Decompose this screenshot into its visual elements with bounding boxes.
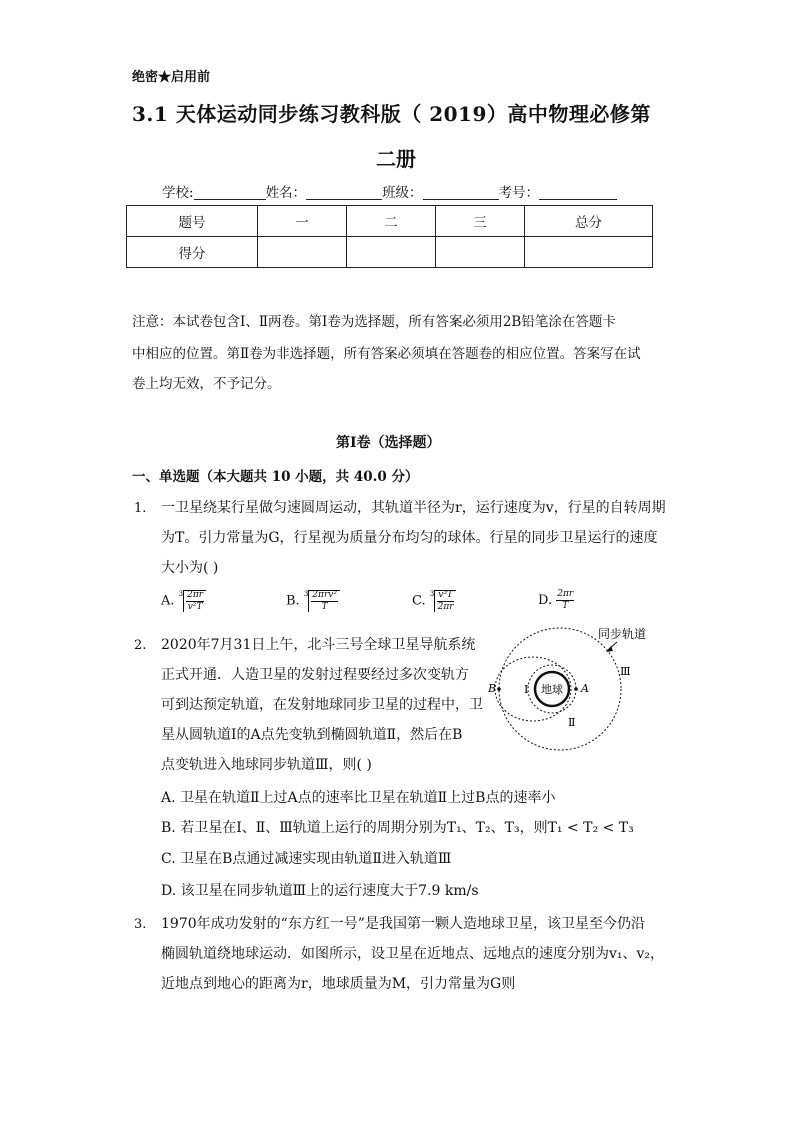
fraction-denominator: T bbox=[562, 601, 569, 611]
question-text: 大小为( ) bbox=[161, 560, 219, 576]
score-cell[interactable] bbox=[525, 237, 653, 268]
notice-line: 注意：本试卷包含Ⅰ、Ⅱ两卷。第Ⅰ卷为选择题，所有答案必须用2B铅笔涂在答题卡 bbox=[132, 314, 616, 330]
option-b[interactable]: B. 若卫星在Ⅰ、Ⅱ、Ⅲ轨道上运行的周期分别为T₁、T₂、T₃，则T₁ < T₂ < T₃ bbox=[161, 820, 634, 836]
fraction-denominator: T bbox=[321, 602, 328, 612]
question-number: 1. bbox=[134, 501, 147, 516]
point-b-dot bbox=[497, 687, 501, 691]
question-text: 星从圆轨道Ⅰ的A点先变轨到椭圆轨道Ⅱ，然后在B bbox=[161, 727, 463, 743]
fraction-denominator: v²T bbox=[187, 602, 203, 612]
table-cell: 题号 bbox=[127, 206, 258, 237]
option-c[interactable]: C. 卫星在B点通过减速实现由轨道Ⅱ进入轨道Ⅲ bbox=[161, 851, 452, 867]
fraction-numerator: 2πr bbox=[557, 589, 574, 599]
score-cell[interactable] bbox=[436, 237, 525, 268]
notice-line: 卷上均无效，不予记分。 bbox=[132, 376, 281, 392]
orbit-diagram bbox=[480, 620, 660, 760]
volume-title: 第Ⅰ卷（选择题） bbox=[336, 435, 441, 451]
sync-orbit-label: 同步轨道 bbox=[598, 627, 647, 641]
student-info-line bbox=[162, 181, 617, 201]
fraction-numerator: 2πr bbox=[187, 590, 204, 600]
radical bbox=[183, 590, 206, 612]
option-label: D. bbox=[538, 593, 553, 608]
option-a[interactable] bbox=[161, 590, 206, 612]
table-cell: 总分 bbox=[525, 206, 653, 237]
question-number: 3. bbox=[134, 917, 147, 932]
class-blank[interactable] bbox=[423, 185, 499, 200]
question-number: 2. bbox=[134, 638, 147, 653]
point-a-dot bbox=[574, 687, 578, 691]
page-title: 3.1 天体运动同步练习教科版（ 2019）高中物理必修第 bbox=[132, 102, 651, 126]
radical bbox=[434, 590, 456, 612]
orbit-1-label: Ⅰ bbox=[524, 683, 529, 696]
question-text: 椭圆轨道绕地球运动．如图所示，设卫星在近地点、远地点的速度分别为v₁、v₂， bbox=[161, 946, 665, 962]
table-cell: 三 bbox=[436, 206, 525, 237]
name-blank[interactable] bbox=[306, 185, 382, 200]
point-b-label: B bbox=[488, 682, 497, 695]
option-c[interactable] bbox=[412, 590, 456, 612]
table-cell: 得分 bbox=[127, 237, 258, 268]
id-label: 考号： bbox=[498, 185, 540, 201]
table-row bbox=[127, 206, 653, 237]
page-title-line2: 二册 bbox=[376, 147, 416, 171]
fraction-denominator: 2πr bbox=[437, 602, 454, 612]
radical bbox=[308, 590, 340, 612]
point-a-label: A bbox=[581, 682, 589, 695]
class-label: 班级： bbox=[382, 185, 423, 201]
fraction-numerator: v³T bbox=[438, 590, 453, 600]
option-a[interactable]: A. 卫星在轨道Ⅱ上过A点的速率比卫星在轨道Ⅱ上过B点的速率小 bbox=[161, 790, 556, 806]
school-blank[interactable] bbox=[194, 185, 266, 200]
question-text: 正式开通．人造卫星的发射过程要经过多次变轨方 bbox=[161, 667, 469, 683]
earth-label: 地球 bbox=[541, 683, 563, 696]
score-cell[interactable] bbox=[258, 237, 347, 268]
option-b[interactable] bbox=[286, 590, 340, 612]
option-d[interactable] bbox=[538, 590, 574, 611]
root-index: 3 bbox=[303, 590, 309, 598]
question-text: 为T。引力常量为G，行星视为质量分布均匀的球体。行星的同步卫星运行的速度 bbox=[161, 530, 658, 546]
score-table bbox=[126, 205, 653, 268]
question-text: 2020年7月31日上午，北斗三号全球卫星导航系统 bbox=[161, 637, 476, 653]
question-text: 一卫星绕某行星做匀速圆周运动，其轨道半径为r，运行速度为v，行星的自转周期 bbox=[161, 500, 666, 516]
table-cell: 二 bbox=[347, 206, 436, 237]
option-label: B. bbox=[286, 593, 300, 609]
option-label: A. bbox=[161, 593, 175, 609]
root-index: 3 bbox=[429, 590, 435, 598]
question-text: 点变轨进入地球同步轨道Ⅲ，则( ) bbox=[161, 757, 372, 773]
option-label: C. bbox=[412, 593, 426, 609]
question-text: 1970年成功发射的“东方红一号”是我国第一颗人造地球卫星，该卫星至今仍沿 bbox=[161, 916, 645, 932]
score-cell[interactable] bbox=[347, 237, 436, 268]
table-row bbox=[127, 237, 653, 268]
orbit-3-label: Ⅲ bbox=[620, 665, 631, 678]
confidential-mark: 绝密★启用前 bbox=[132, 70, 211, 85]
school-label: 学校: bbox=[162, 185, 194, 201]
root-index: 3 bbox=[178, 590, 184, 598]
id-blank[interactable] bbox=[539, 185, 617, 200]
notice-line: 中相应的位置。第Ⅱ卷为非选择题，所有答案必须填在答题卷的相应位置。答案写在试 bbox=[132, 346, 641, 362]
orbit-2-label: Ⅱ bbox=[568, 716, 576, 729]
option-d[interactable]: D. 该卫星在同步轨道Ⅲ上的运行速度大于7.9 km/s bbox=[161, 883, 479, 899]
question-text: 可到达预定轨道，在发射地球同步卫星的过程中，卫 bbox=[161, 697, 483, 713]
fraction-numerator: 2πrv² bbox=[312, 590, 337, 600]
table-cell: 一 bbox=[258, 206, 347, 237]
question-text: 近地点到地心的距离为r，地球质量为M，引力常量为G则 bbox=[161, 976, 516, 992]
name-label: 姓名： bbox=[265, 185, 307, 201]
section-title: 一、单选题（本大题共 10 小题，共 40.0 分） bbox=[132, 469, 419, 485]
